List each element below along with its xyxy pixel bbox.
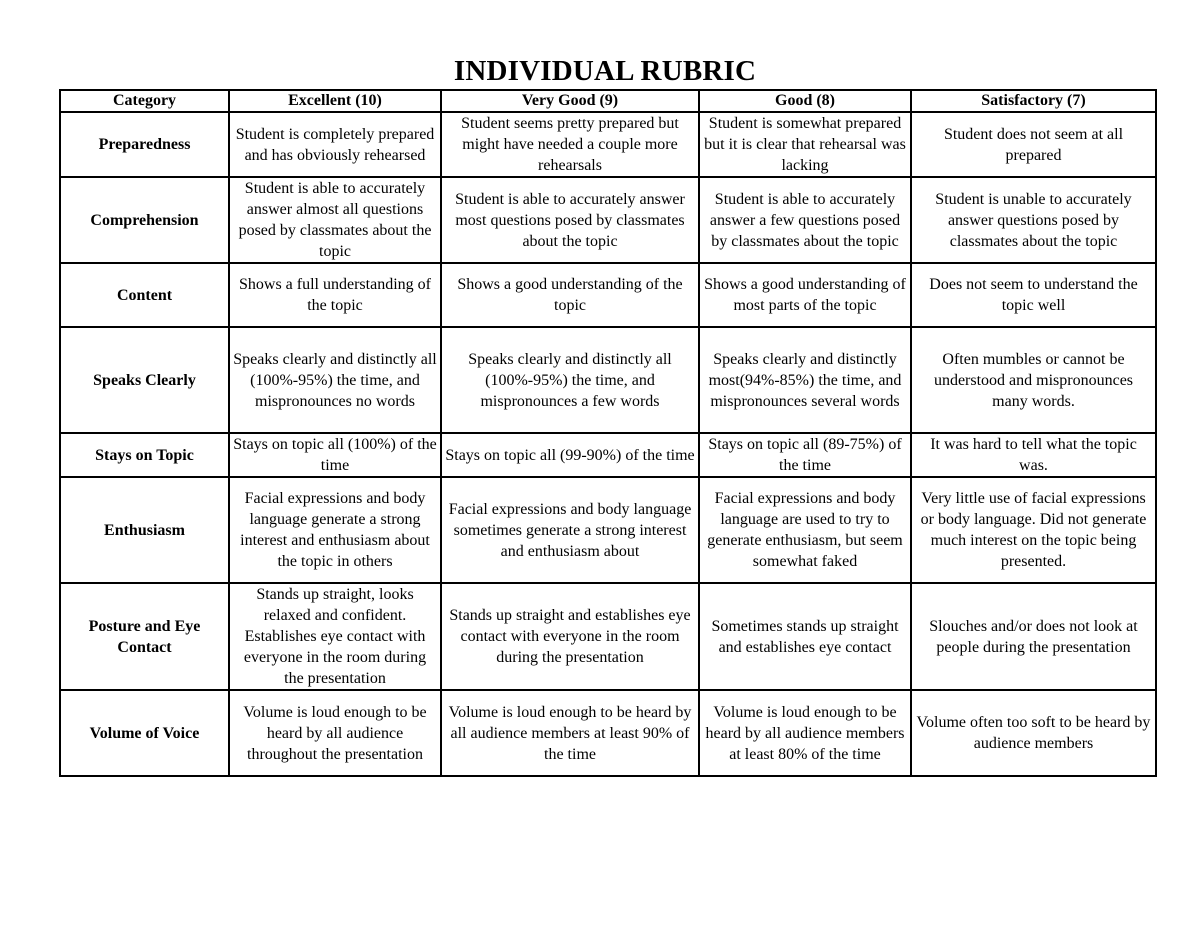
rubric-cell: Shows a full understanding of the topic [229, 263, 441, 327]
header-excellent: Excellent (10) [229, 90, 441, 112]
rubric-cell: Volume is loud enough to be heard by all audience throughout the presentation [229, 690, 441, 776]
rubric-cell: Student does not seem at all prepared [911, 112, 1156, 177]
category-cell: Enthusiasm [60, 477, 229, 583]
rubric-cell: Volume is loud enough to be heard by all audience members at least 90% of the time [441, 690, 699, 776]
rubric-cell: Facial expressions and body language are used to try to generate enthusiasm, but seem somewhat faked [699, 477, 911, 583]
header-satisfactory: Satisfactory (7) [911, 90, 1156, 112]
table-row [60, 263, 1156, 327]
category-cell: Posture and Eye Contact [60, 583, 229, 690]
rubric-cell: Shows a good understanding of the topic [441, 263, 699, 327]
rubric-cell: Stands up straight and establishes eye contact with everyone in the room during the presentation [441, 583, 699, 690]
table-row [60, 433, 1156, 477]
rubric-cell: Student is completely prepared and has obviously rehearsed [229, 112, 441, 177]
category-cell: Speaks Clearly [60, 327, 229, 433]
rubric-cell: Does not seem to understand the topic well [911, 263, 1156, 327]
rubric-cell: Stays on topic all (89-75%) of the time [699, 433, 911, 477]
rubric-cell: Speaks clearly and distinctly all (100%-95%) the time, and mispronounces no words [229, 327, 441, 433]
rubric-cell: Facial expressions and body language sometimes generate a strong interest and enthusiasm about [441, 477, 699, 583]
rubric-cell: Volume is loud enough to be heard by all audience members at least 80% of the time [699, 690, 911, 776]
rubric-cell: Student seems pretty prepared but might have needed a couple more rehearsals [441, 112, 699, 177]
rubric-cell: Speaks clearly and distinctly all (100%-95%) the time, and mispronounces a few words [441, 327, 699, 433]
rubric-cell: Student is unable to accurately answer questions posed by classmates about the topic [911, 177, 1156, 263]
rubric-cell: Student is able to accurately answer a few questions posed by classmates about the topic [699, 177, 911, 263]
header-good: Good (8) [699, 90, 911, 112]
rubric-table [59, 89, 1157, 777]
table-row [60, 177, 1156, 263]
category-cell: Content [60, 263, 229, 327]
header-very-good: Very Good (9) [441, 90, 699, 112]
category-cell: Stays on Topic [60, 433, 229, 477]
rubric-cell: Volume often too soft to be heard by audience members [911, 690, 1156, 776]
rubric-cell: Speaks clearly and distinctly most(94%-85%) the time, and mispronounces several words [699, 327, 911, 433]
rubric-cell: Student is somewhat prepared but it is clear that rehearsal was lacking [699, 112, 911, 177]
page-title: INDIVIDUAL RUBRIC [453, 55, 757, 87]
category-cell: Preparedness [60, 112, 229, 177]
rubric-cell: Student is able to accurately answer most questions posed by classmates about the topic [441, 177, 699, 263]
table-row [60, 690, 1156, 776]
rubric-cell: Slouches and/or does not look at people during the presentation [911, 583, 1156, 690]
header-row [60, 90, 1156, 112]
rubric-cell: Student is able to accurately answer almost all questions posed by classmates about the topic [229, 177, 441, 263]
rubric-cell: Sometimes stands up straight and establishes eye contact [699, 583, 911, 690]
table-row [60, 112, 1156, 177]
rubric-cell: Shows a good understanding of most parts of the topic [699, 263, 911, 327]
rubric-cell: Often mumbles or cannot be understood and mispronounces many words. [911, 327, 1156, 433]
table-row [60, 327, 1156, 433]
header-category: Category [60, 90, 229, 112]
category-cell: Volume of Voice [60, 690, 229, 776]
rubric-cell: Facial expressions and body language generate a strong interest and enthusiasm about the topic in others [229, 477, 441, 583]
rubric-cell: It was hard to tell what the topic was. [911, 433, 1156, 477]
table-row [60, 477, 1156, 583]
table-row [60, 583, 1156, 690]
category-cell: Comprehension [60, 177, 229, 263]
rubric-cell: Stays on topic all (100%) of the time [229, 433, 441, 477]
rubric-cell: Stands up straight, looks relaxed and confident. Establishes eye contact with everyone in the room during the presentation [229, 583, 441, 690]
rubric-cell: Very little use of facial expressions or body language. Did not generate much interest on the topic being presented. [911, 477, 1156, 583]
rubric-cell: Stays on topic all (99-90%) of the time [441, 433, 699, 477]
